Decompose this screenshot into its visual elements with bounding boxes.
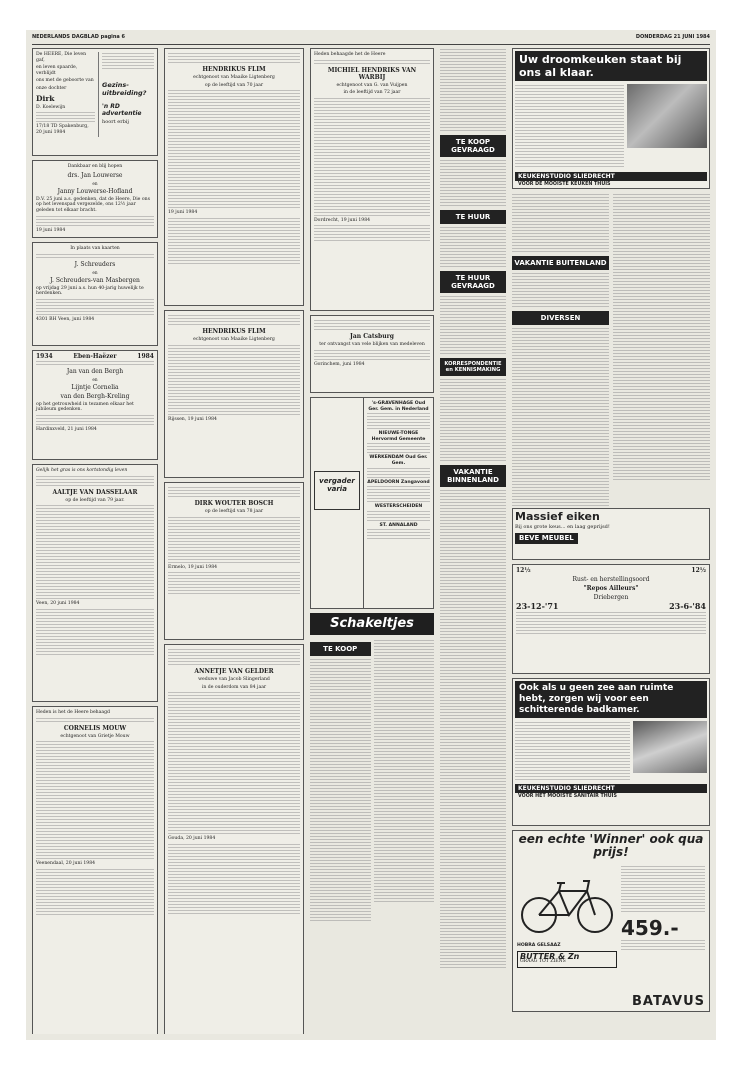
- newspaper-page: [26, 30, 716, 1040]
- death-notice-warbij: Heden behaagde het de Heere MICHIEL HENDRIKS VAN WARBIJ echtgenoot van G. van Vuijpen in de leeftijd van 72 jaar Dordrecht, 19 juni 1984: [310, 48, 434, 311]
- death-notice-gelder: ANNETJE VAN GELDER weduwe van Jacob Slingerland in de ouderdom van 84 jaar Gouda, 20 juni 1984: [164, 644, 304, 1034]
- anniversary-notice-louwerse: Dankbaar en blij hopen drs. Jan Louwerse en Janny Louwerse-Hofland D.V. 25 juni a.s. gedenken, dat de Heere, Die ons op het levenspad vergezelde, ons 12½ jaar geleden tot elkaar bracht. 19 juni 1984: [32, 160, 158, 238]
- column-1: [32, 48, 158, 1034]
- bathroom-ad: Ook als u geen zee aan ruimte hebt, zorgen wij voor een schitterende badkamer. KEUKENSTUDIO SLIEDRECHT VOOR HET MOOISTE SANITAIR THUIS: [512, 678, 710, 826]
- section-te-koop-gevraagd: TE KOOP GEVRAAGD: [440, 135, 506, 157]
- death-notice-flim-1: HENDRIKUS FLIM echtgenoot van Maaike Ligtenberg op de leeftijd van 70 jaar 19 juni 1984: [164, 48, 304, 306]
- schakeltjes-banner: Schakeltjes: [310, 613, 434, 635]
- paper-name: NEDERLANDS DAGBLAD pagina 6: [32, 34, 126, 40]
- classifieds-col5: [512, 193, 710, 508]
- death-notice-bosch: DIRK WOUTER BOSCH op de leeftijd van 78 jaar Ermelo, 19 juni 1984: [164, 482, 304, 640]
- anniversary-notice-bergh: 1934 Eben-Haëzer 1984 Jan van den Bergh en Lijntje Cornelia van den Bergh-Kreling op het getrouwheid in tezamen elkaar het jubileum gedenken. Hardinxveld, 21 juni 1984: [32, 350, 158, 460]
- kitchen-ad-headline: Uw droomkeuken staat bij ons al klaar.: [515, 51, 707, 81]
- section-korrespondentie: KORRESPONDENTIE en KENNISMAKING: [440, 358, 506, 376]
- death-notice-flim-2: HENDRIKUS FLIM echtgenoot van Maaike Ligtenberg Rijssen, 19 juni 1984: [164, 310, 304, 478]
- gezins-ad: Gezins-uitbreiding? 'n RD advertentie hoort erbij: [98, 52, 154, 137]
- bike-price: 459.-: [621, 916, 679, 940]
- bathroom-photo: [633, 721, 707, 773]
- birth-notice: De HEERE, Die leven gaf, en leven spaarde, verblijdt ons met de geboorte van onze dochter Dirk D. Koelewijn 17/18 TD Spakenburg, 20 juni 1984 Gezins-uitbreiding? 'n RD advertentie hoort erbij: [32, 48, 158, 156]
- vergader-varia: vergader varia 's-GRAVENHAGE Oud Ger. Gem. in Nederland NIEUWE-TONGE Hervormd Gemeente WERKENDAM Oud Ger. Gem. APELDOORN Zangavond WESTERSCHEIDEN ST. ANNALAND: [310, 397, 434, 609]
- page-date: DONDERDAG 21 JUNI 1984: [635, 34, 710, 40]
- bathroom-ad-headline: Ook als u geen zee aan ruimte hebt, zorgen wij voor een schitterende badkamer.: [515, 681, 707, 718]
- section-diversen: DIVERSEN: [512, 311, 609, 325]
- child-name: Dirk: [36, 93, 55, 103]
- section-vakantie-buitenland: VAKANTIE BUITENLAND: [512, 256, 609, 270]
- kitchen-photo: [627, 84, 707, 148]
- thanks-notice-catsburg: Jan Catsburg ter ontvangst van vele blijken van medeleven Gorinchem, juni 1984: [310, 315, 434, 393]
- page-header: [32, 34, 710, 45]
- death-notice-dasselaar: Gelijk het gras is ons kortstondig leven AALTJE VAN DASSELAAR op de leeftijd van 79 jaar. Veen, 20 juni 1984: [32, 464, 158, 702]
- section-te-huur: TE HUUR: [440, 210, 506, 224]
- massief-eiken-ad: Massief eiken Bij ons grote keus... en laag geprijsd! BEVE MEUBEL: [512, 508, 710, 560]
- bike-ad-headline: een echte 'Winner' ook qua prijs!: [518, 832, 704, 859]
- column-5: [512, 48, 710, 1034]
- column-3: [310, 48, 434, 1034]
- vergader-varia-logo: vergader varia: [314, 471, 360, 510]
- column-2: [164, 48, 304, 1034]
- death-notice-mouw: Heden is het de Heere behaagd CORNELIS MOUW echtgenoot van Grietje Mouw Veenendaal, 20 juni 1984: [32, 706, 158, 1034]
- section-vakantie-binnenland: VAKANTIE BINNENLAND: [440, 465, 506, 487]
- section-te-huur-gevraagd: TE HUUR GEVRAAGD: [440, 271, 506, 293]
- batavus-bike-ad: een echte 'Winner' ook qua prijs! 459.- HOBRA GELSAAZ BUTTER & Zn GRAAG TOT ZIENS BATAVUS: [512, 830, 710, 1012]
- anniversary-notice-schreuders: In plaats van kaarten J. Schreuders en J. Schreuders-van Masbergen op vrijdag 29 juni a.s. hun 40-jarig huwelijk te herdenken. 4301 BH Veen, juni 1984: [32, 242, 158, 346]
- column-4: [440, 48, 506, 1034]
- batavus-logo: BATAVUS: [632, 994, 705, 1010]
- bicycle-icon: [517, 867, 617, 937]
- classifieds-col3: TE KOOP: [310, 639, 434, 923]
- kitchen-ad: Uw droomkeuken staat bij ons al klaar. KEUKENSTUDIO SLIEDRECHT VOOR DE MOOISTE KEUKEN THUIS: [512, 48, 710, 189]
- repos-ailleurs-ad: 12½ 12½ Rust- en herstellingsoord "Repos Ailleurs" Driebergen 23-12-'71 23-6-'84: [512, 564, 710, 674]
